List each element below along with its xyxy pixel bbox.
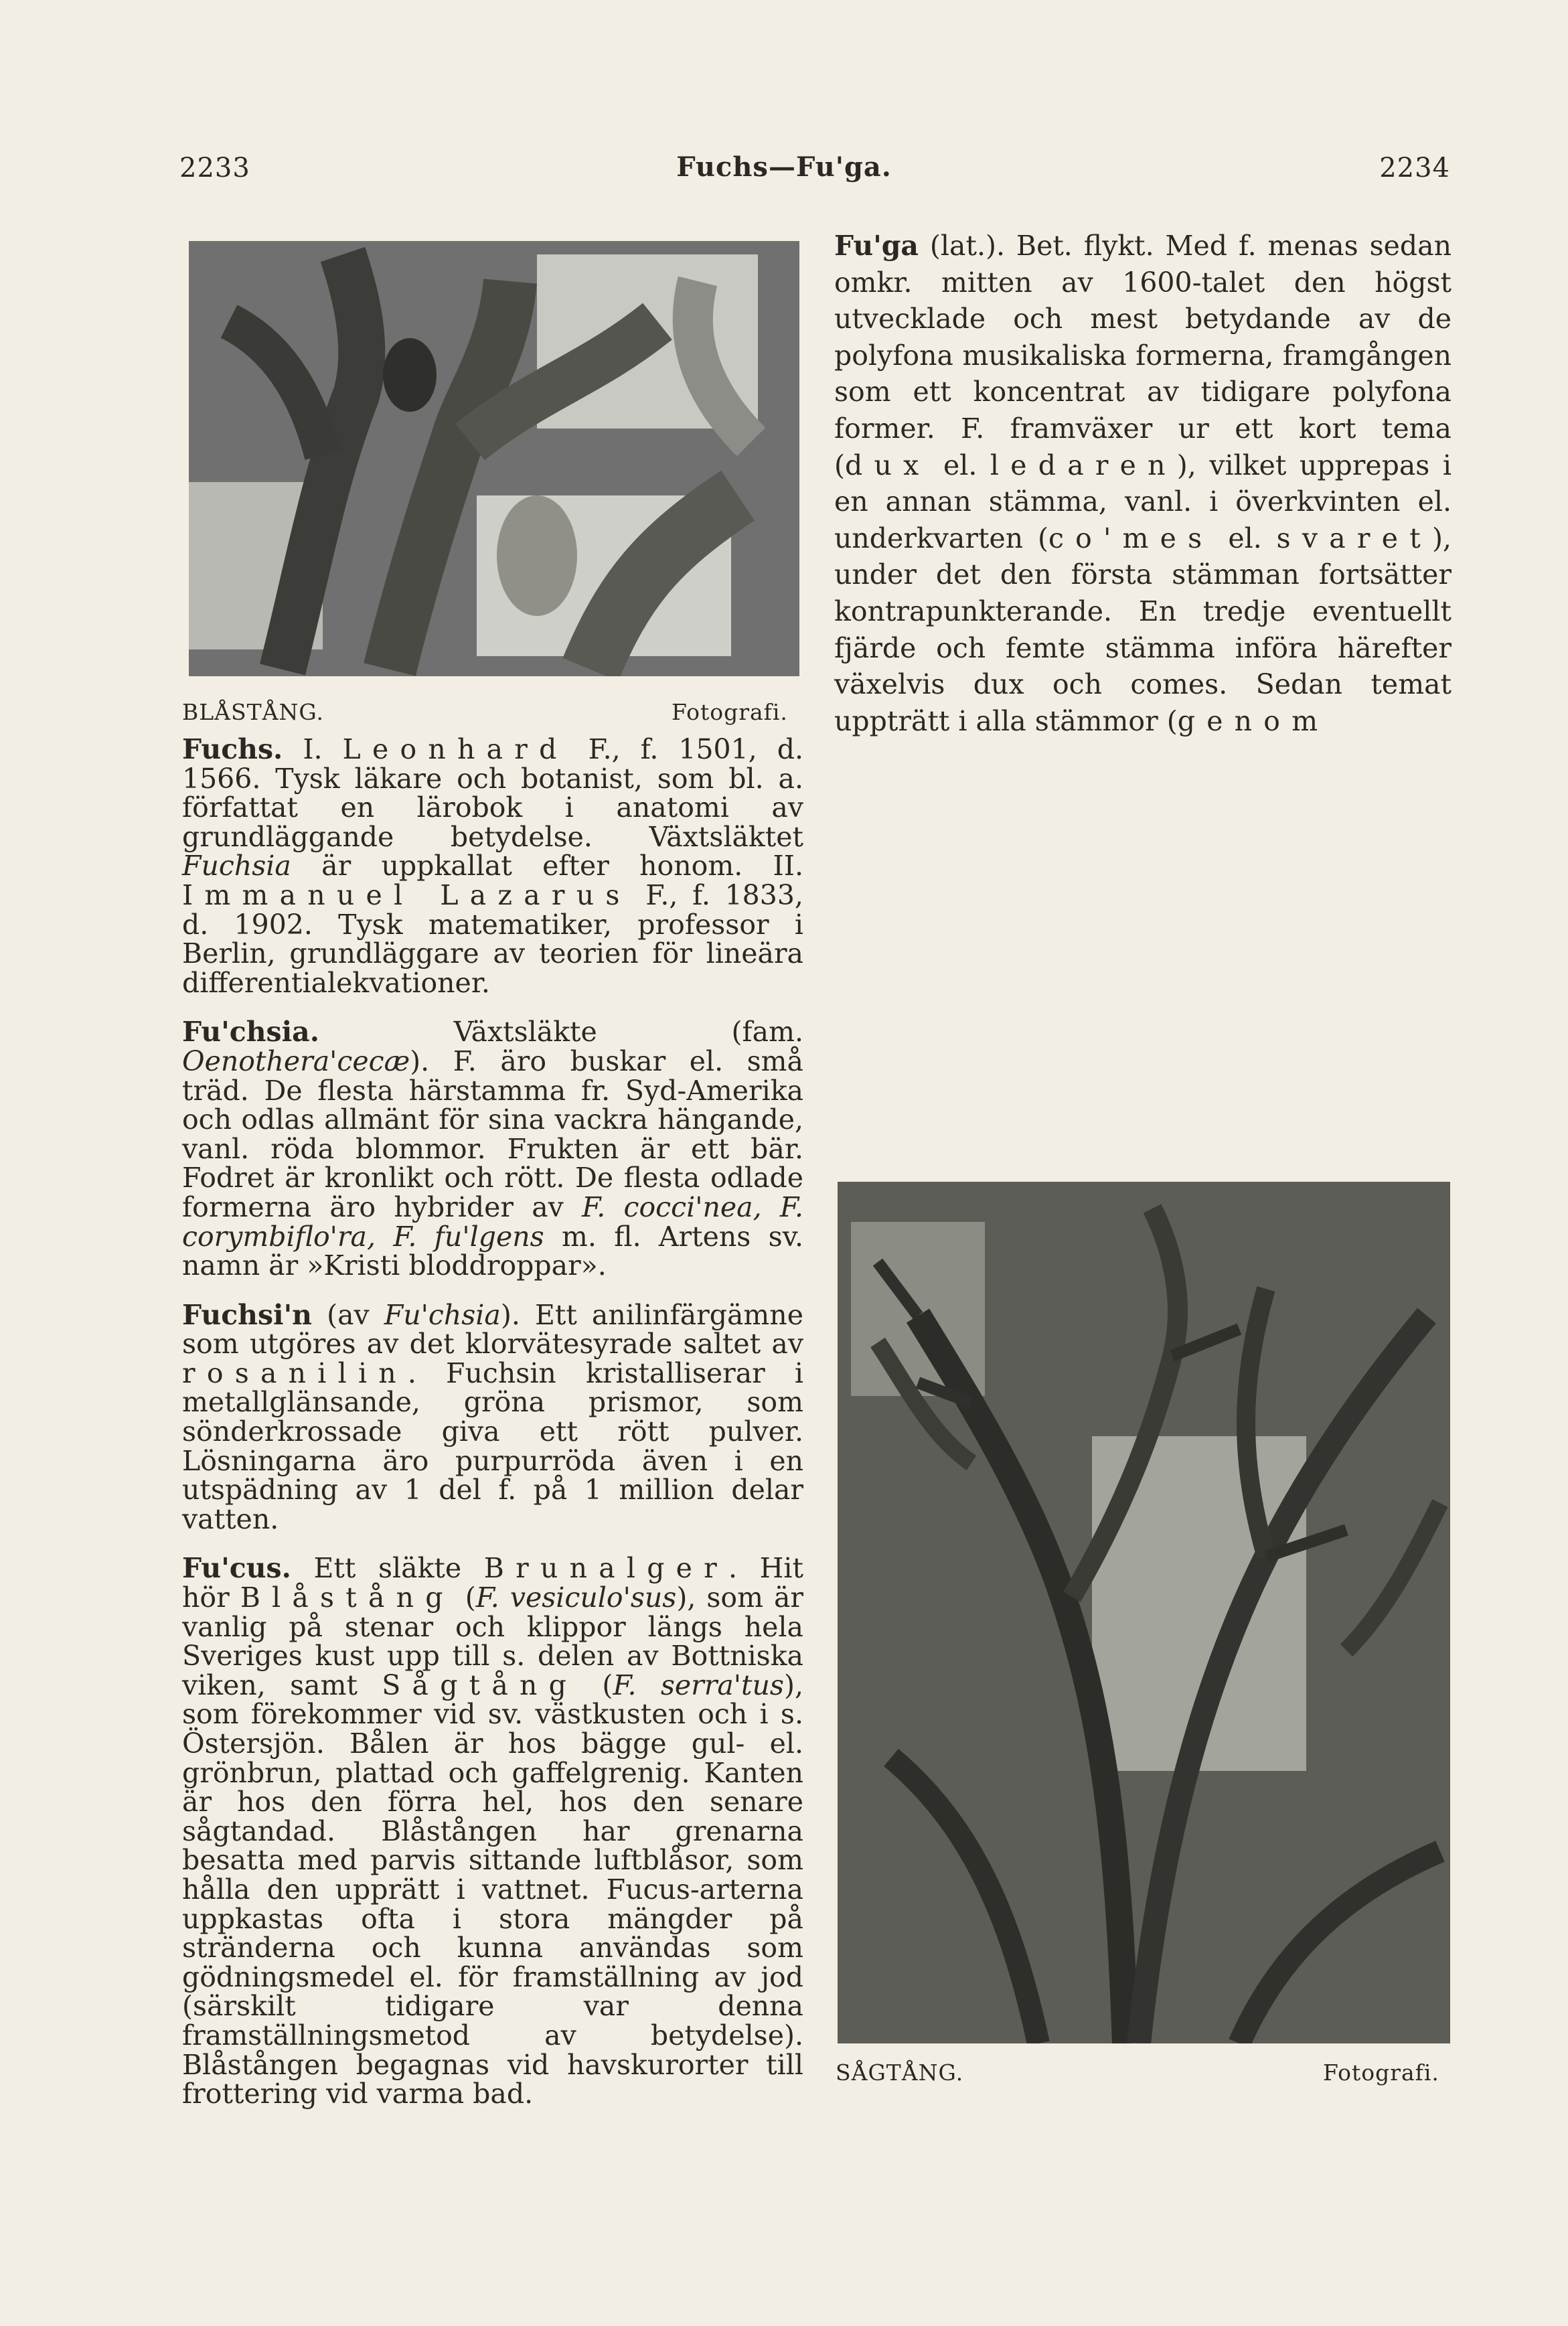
fuchsin-text1: (av [327, 1298, 370, 1331]
caption-label-blastang: BLÅSTÅNG. [182, 699, 324, 725]
fuchs-name1: Leonhard [342, 733, 568, 765]
fuchsia-text1: Växtsläkte (fam. [453, 1016, 803, 1049]
headword-fuchs: Fuchs. [182, 733, 283, 765]
fuchsia-family: Oenothera'cecæ [182, 1044, 410, 1077]
fucus-text1: Ett släkte [313, 1552, 462, 1585]
fucus-spaced1: Brunalger [483, 1552, 728, 1585]
fuchs-num1: I. [303, 733, 323, 765]
fucus-spaced3: Sågtång [382, 1669, 578, 1701]
fuchs-name2: Immanuel Lazarus [182, 878, 631, 911]
fucus-species2: F. serra'tus [613, 1669, 784, 1701]
photo-blastang [189, 241, 799, 676]
fucus-text2: . Hit hör [182, 1552, 803, 1614]
entry-fucus: Fu'cus. Ett släkte Brunalger. Hit hör Blåstång (F. vesiculo'sus), som är vanlig på stenar och klippor längs hela Sveriges kust upp till s. delen av Bottniska viken, samt Sågtång (F. serra'tus), som förekommer vid sv. västkusten och i s. Östersjön. Bålen är hos bägge gul- el. grönbrun, plattad och gaffelgrenig. Kanten är hos den förra hel, hos den senare sågtandad. Blåstången har grenarna besatta med parvis sittande luftblåsor, som hålla den upprätt i vattnet. Fucus-arterna uppkastas ofta i stora mängder på stränderna och kunna användas som gödningsmedel el. för framställning av jod (särskilt tidigare var denna framställningsmetod av betydelse). Blåstången begagnas vid havskurorter till frottering vid varma bad. [182, 1552, 803, 2110]
fuga-spaced4: svaret [1276, 522, 1432, 554]
fuga-spaced5: genom [1177, 704, 1330, 737]
fuga-text1: (lat.). Bet. flykt. Med f. menas sedan omkr. mitten av 1600-talet den högst utvecklade och mest betydande av de polyfona musikaliska formerna, framgången som ett koncentrat av tidigare polyfona former. F. framväxer ur ett kort tema ( [834, 230, 1452, 481]
fucus-text3: ), som är vanlig på stenar och klippor längs hela Sveriges kust upp till s. delen av Bottniska viken, samt [182, 1581, 803, 1701]
fucus-text4: ), som förekommer vid sv. västkusten och i s. Östersjön. Bålen är hos bägge gul- el. grönbrun, plattad och gaffelgrenig. Kanten är hos den förra hel, hos den senare sågtandad. Blåstången har grenarna besatta med parvis sittande luftblåsor, som hålla den upprätt i vattnet. Fucus-arterna uppkastas ofta i stora mängder på stränderna och kunna användas som gödningsmedel el. för framställning av jod (särskilt tidigare var denna framställningsmetod av betydelse). Blåstången begagnas vid havskurorter till frottering vid varma bad. [182, 1669, 803, 2110]
fuga-text4: el. [1228, 522, 1262, 554]
headword-fuga: Fu'ga [834, 230, 919, 262]
fuchs-text2: är uppkallat efter honom. [321, 850, 743, 882]
page-number-left: 2233 [179, 153, 250, 183]
caption-label-sagtang: SÅGTÅNG. [836, 2060, 964, 2086]
fuchsin-ref: Fu'chsia [384, 1298, 501, 1331]
caption-credit-sagtang: Fotografi. [1323, 2060, 1439, 2086]
fuchsin-spaced: rosanilin [182, 1356, 408, 1389]
fuga-text2: el. [943, 449, 977, 481]
fuchs-text1: F., f. 1501, d. 1566. Tysk läkare och botanist, som bl. a. författat en lärobok i anatomi av grundläggande betydelse. Växtsläktet [182, 733, 803, 853]
entry-fuga [834, 228, 1452, 739]
entry-fuchsia [182, 1018, 803, 1280]
fuchs-text3: F., f. 1833, d. 1902. Tysk matematiker, professor i Berlin, grundläggare av teorien för lineära differentialekvationer. [182, 878, 803, 999]
fuchsia-text3: m. fl. Artens sv. namn är »Kristi bloddroppar». [182, 1220, 803, 1282]
fuchsia-species: F. cocci'nea, F. corymbiflo'ra, F. fu'lgens [182, 1190, 803, 1253]
fucus-spaced2: Blåstång [240, 1581, 455, 1614]
fuchsin-text2: ). Ett anilinfärgämne som utgöres av det klorvätesyrade saltet av [182, 1298, 803, 1361]
left-column [182, 735, 803, 2109]
page-number-right: 2234 [1379, 153, 1450, 183]
fuga-text5: ), under det den första stämman fortsätter kontrapunkterande. En tredje eventuellt fjärde och femte stämma införa härefter växelvis dux och comes. Sedan temat uppträtt i alla stämmor ( [834, 522, 1452, 737]
entry-fuchs [182, 735, 803, 998]
entry-fuchsin [182, 1298, 803, 1535]
fuchs-num2: II. [773, 850, 803, 882]
headword-fucus: Fu'cus. [182, 1552, 291, 1585]
fuchsia-text2: ). F. äro buskar el. små träd. De flesta härstamma fr. Syd-Amerika och odlas allmänt för sina vackra hängande, vanl. röda blommor. Frukten är ett bär. Fodret är kronlikt och rött. De flesta odlade formerna äro hybrider av [182, 1044, 803, 1223]
fuga-spaced3: co'mes [1048, 522, 1214, 554]
fuga-spaced2: ledaren [990, 449, 1177, 481]
fuchs-genus: Fuchsia [182, 850, 291, 882]
right-column [834, 228, 1452, 739]
fuchsin-text3: . Fuchsin kristalliserar i metallglänsande, gröna prismor, som sönderkrossade giva ett rött pulver. Lösningarna äro purpurröda även i en utspädning av 1 del f. på 1 million delar vatten. [182, 1356, 803, 1535]
fuga-spaced1: dux [845, 449, 931, 481]
fuga-text3: ), vilket upprepas i en annan stämma, vanl. i överkvinten el. underkvarten ( [834, 449, 1452, 554]
caption-credit-blastang: Fotografi. [672, 699, 788, 725]
running-head: Fuchs—Fu'ga. [676, 151, 892, 183]
fucus-species1: F. vesiculo'sus [475, 1581, 677, 1614]
headword-fuchsia: Fu'chsia. [182, 1016, 320, 1049]
headword-fuchsin: Fuchsi'n [182, 1298, 312, 1331]
photo-sagtang [838, 1182, 1450, 2043]
